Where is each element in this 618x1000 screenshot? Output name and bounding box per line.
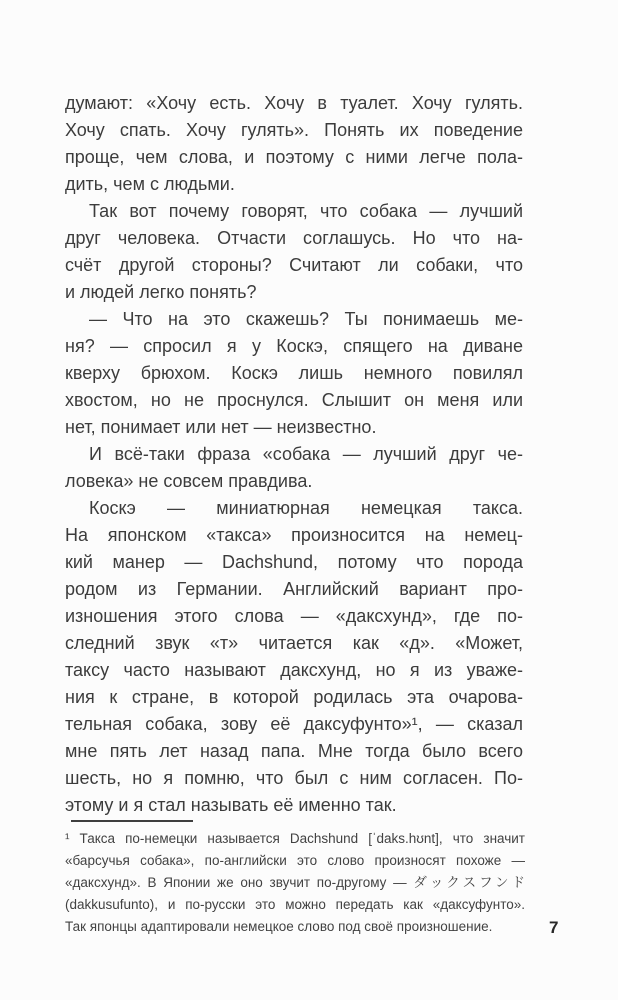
footnote-line: «даксхунд». В Японии же оно звучит по-другому — ダックスフンド xyxy=(65,875,525,890)
body-line: И всё-таки фраза «собака — лучший друг че- xyxy=(89,444,523,464)
body-line: ловека» не совсем правдива. xyxy=(65,471,313,491)
body-line: — Что на это скажешь? Ты понимаешь ме- xyxy=(89,309,523,329)
body-line: На японском «такса» произносится на немец- xyxy=(65,525,523,545)
body-line: родом из Германии. Английский вариант про- xyxy=(65,579,523,599)
body-line: ния к стране, в которой родилась эта очарова- xyxy=(65,687,523,707)
page-number: 7 xyxy=(549,918,559,937)
body-line: Коскэ — миниатюрная немецкая такса. xyxy=(89,498,523,518)
body-line: мне пять лет назад папа. Мне тогда было всего xyxy=(65,741,523,761)
footnote-line: Так японцы адаптировали немецкое слово под своё произношение. xyxy=(65,919,493,934)
body-line: таксу часто называют даксхунд, но я из уваже- xyxy=(65,660,523,680)
footnote-text xyxy=(65,828,525,938)
body-line: кверху брюхом. Коскэ лишь немного повилял xyxy=(65,363,523,383)
body-line: кий манер — Dachshund, потому что порода xyxy=(65,552,523,572)
body-line: и людей легко понять? xyxy=(65,282,257,302)
footnote-line: (dakkusufunto), и по-русски это можно передать как «даксуфунто». xyxy=(65,897,525,912)
body-line: думают: «Хочу есть. Хочу в туалет. Хочу гулять. xyxy=(65,93,523,113)
footnote-separator xyxy=(71,820,193,822)
body-line: Хочу спать. Хочу гулять». Понять их поведение xyxy=(65,120,523,140)
footnote-line: ¹ Такса по-немецки называется Dachshund [ˈdaks.hʊnt], что значит xyxy=(65,831,525,846)
body-line: изношения этого слова — «даксхунд», где по- xyxy=(65,606,523,626)
body-line: этому и я стал называть её именно так. xyxy=(65,795,397,815)
body-line: хвостом, но не проснулся. Слышит он меня или xyxy=(65,390,523,410)
footnote-line: «барсучья собака», по-английски это слово произносят похоже — xyxy=(65,853,525,868)
body-line: нет, понимает или нет — неизвестно. xyxy=(65,417,377,437)
body-line: тельная собака, зову её даксуфунто»¹, — сказал xyxy=(65,714,523,734)
body-line: друг человека. Отчасти соглашусь. Но что на- xyxy=(65,228,523,248)
body-line: ня? — спросил я у Коскэ, спящего на диване xyxy=(65,336,523,356)
body-line: шесть, но я помню, что был с ним согласен. По- xyxy=(65,768,523,788)
body-line: счёт другой стороны? Считают ли собаки, что xyxy=(65,255,523,275)
body-text xyxy=(65,90,523,819)
body-line: проще, чем слова, и поэтому с ними легче пола- xyxy=(65,147,523,167)
body-line: Так вот почему говорят, что собака — лучший xyxy=(89,201,523,221)
body-line: дить, чем с людьми. xyxy=(65,174,235,194)
body-line: следний звук «т» читается как «д». «Может, xyxy=(65,633,523,653)
